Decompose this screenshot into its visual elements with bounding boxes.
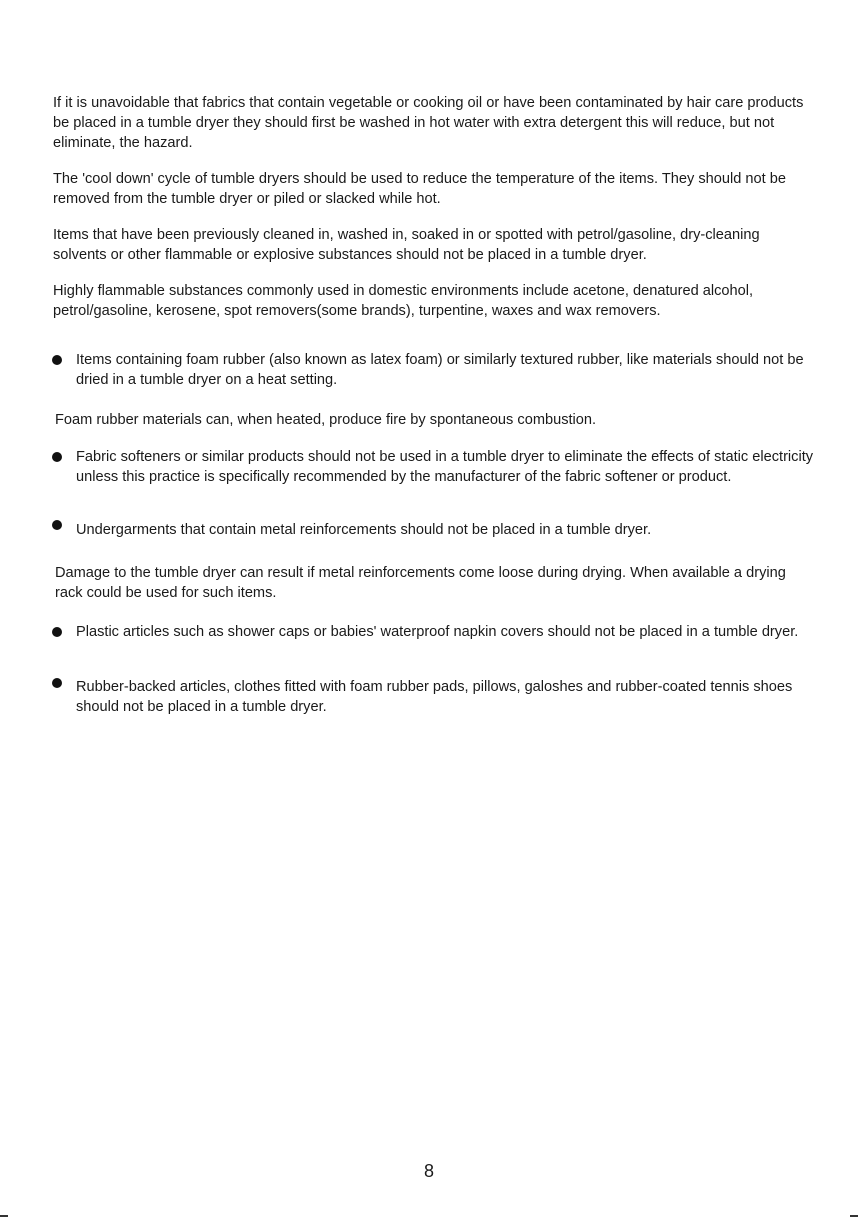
paragraph-foam-combustion: Foam rubber materials can, when heated, produce fire by spontaneous combustion.	[55, 412, 597, 428]
bullet-icon	[52, 520, 62, 530]
bullet-icon	[52, 452, 62, 462]
paragraph-oil-contamination: If it is unavoidable that fabrics that contain vegetable or cooking oil or have been contaminated by hair care products be placed in a tumble dryer they should first be washed in hot water with extra detergent this will reduce, but not eliminate, the hazard.	[53, 95, 804, 151]
bullet-text: Items containing foam rubber (also known as latex foam) or similarly textured rubber, like materials should not be dried in a tumble dryer on a heat setting.	[76, 352, 804, 388]
bullet-text: Plastic articles such as shower caps or babies' waterproof napkin covers should not be placed in a tumble dryer.	[76, 624, 799, 640]
paragraph-cool-down-cycle: The 'cool down' cycle of tumble dryers should be used to reduce the temperature of the items. They should not be removed from the tumble dryer or piled or slacked while hot.	[53, 171, 786, 207]
bullet-icon	[52, 678, 62, 688]
paragraph-flammable-substances: Highly flammable substances commonly used in domestic environments include acetone, denatured alcohol, petrol/gasoline, kerosene, spot removers(some brands), turpentine, waxes and wax removers.	[53, 283, 754, 319]
paragraph-flammable-items: Items that have been previously cleaned in, washed in, soaked in or spotted with petrol/gasoline, dry-cleaning solvents or other flammable or explosive substances should not be placed in a tumble dryer.	[53, 227, 760, 263]
bullet-text: Undergarments that contain metal reinforcements should not be placed in a tumble dryer.	[76, 522, 652, 538]
page-number: 8	[423, 1161, 434, 1181]
bullet-icon	[52, 627, 62, 637]
bullet-icon	[52, 355, 62, 365]
bullet-text: Fabric softeners or similar products should not be used in a tumble dryer to eliminate the effects of static electricity unless this practice is specifically recommended by the manufacturer of the fabric softener or product.	[76, 449, 814, 485]
paragraph-metal-damage: Damage to the tumble dryer can result if metal reinforcements come loose during drying. When available a drying rack could be used for such items.	[55, 565, 786, 601]
bullet-text: Rubber-backed articles, clothes fitted with foam rubber pads, pillows, galoshes and rubber-coated tennis shoes should not be placed in a tumble dryer.	[76, 679, 793, 715]
